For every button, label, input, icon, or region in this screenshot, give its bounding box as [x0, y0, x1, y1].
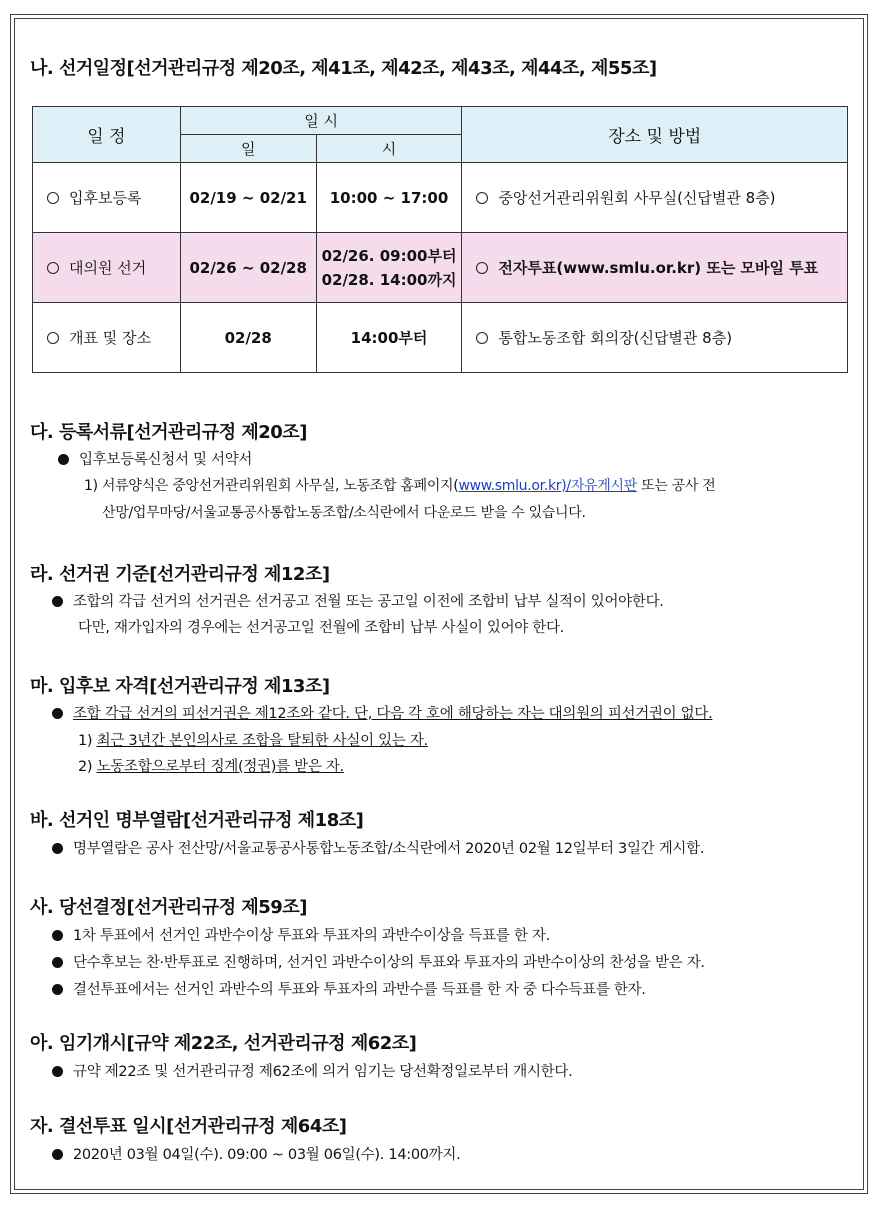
da-note-1-text: 1) 서류양식은 중앙선거관리위원회 사무실, 노동조합 홈페이지( [84, 478, 459, 494]
ma-note-2-text: 노동조합으로부터 징계(정권)를 받은 자. [96, 759, 344, 775]
schedule-table [32, 106, 848, 373]
table-row [33, 303, 848, 373]
row-place: 통합노동조합 회의장(신답별관 8층) [498, 329, 733, 347]
bullet-icon [52, 930, 63, 941]
header-place: 장소 및 방법 [462, 107, 848, 163]
row-date: 02/19 ~ 02/21 [180, 163, 316, 233]
bullet-icon [52, 843, 63, 854]
bullet-icon [52, 596, 63, 607]
row-date: 02/26 ~ 02/28 [180, 233, 316, 303]
row-date: 02/28 [180, 303, 316, 373]
section-sa-title: 사. 당선결정[선거관리규정 제59조] [30, 897, 307, 918]
ma-bullet-1 [52, 702, 712, 723]
ra-bullet-1 [52, 590, 664, 611]
row-time-end: 02/28. 14:00까지 [321, 270, 457, 289]
da-bullet-1-text: 입후보등록신청서 및 서약서 [79, 452, 253, 468]
a-bullet-1-text: 규약 제22조 및 선거관리규정 제62조에 의거 임기는 당선확정일로부터 개시한다. [73, 1064, 573, 1080]
sa-bullet-1 [52, 924, 550, 945]
ma-note-1-text: 최근 3년간 본인의사로 조합을 탈퇴한 사실이 있는 자. [96, 733, 428, 749]
ba-bullet-1-text: 명부열람은 공사 전산망/서울교통공사통합노동조합/소식란에서 2020년 02월 12일부터 3일간 게시함. [73, 841, 705, 857]
ma-note-2 [78, 755, 344, 776]
sa-bullet-2-text: 단수후보는 찬·반투표로 진행하며, 선거인 과반수이상의 투표와 투표자의 과반수이상의 찬성을 받은 자. [73, 955, 705, 971]
header-date: 일 [180, 135, 316, 163]
da-bullet-1 [58, 448, 252, 469]
ra-bullet-1-cont: 다만, 재가입자의 경우에는 선거공고일 전월에 조합비 납부 사실이 있어야 한다. [78, 620, 565, 636]
section-ma-title: 마. 입후보 자격[선거관리규정 제13조] [30, 676, 330, 697]
row-time: 10:00 ~ 17:00 [316, 163, 462, 233]
bullet-icon [52, 984, 63, 995]
section-da-title: 다. 등록서류[선거관리규정 제20조] [30, 422, 307, 443]
circle-icon [47, 332, 59, 344]
ma-note-1-number: 1) [78, 733, 93, 749]
bullet-icon [52, 708, 63, 719]
row-name: 개표 및 장소 [69, 329, 151, 347]
section-a-title: 아. 임기개시[규약 제22조, 선거관리규정 제62조] [30, 1033, 417, 1054]
row-name: 대의원 선거 [69, 259, 147, 277]
bullet-icon [52, 1149, 63, 1160]
sa-bullet-2 [52, 951, 705, 972]
ma-note-1 [78, 729, 428, 750]
ja-bullet-1-text: 2020년 03월 04일(수). 09:00 ~ 03월 06일(수). 14:00까지. [73, 1147, 461, 1163]
ja-bullet-1 [52, 1143, 460, 1164]
section-ja-title: 자. 결선투표 일시[선거관리규정 제64조] [30, 1116, 347, 1137]
ba-bullet-1 [52, 837, 704, 858]
sa-bullet-3 [52, 978, 646, 999]
table-row [33, 163, 848, 233]
circle-icon [476, 192, 488, 204]
header-schedule: 일 정 [33, 107, 181, 163]
section-ba-title: 바. 선거인 명부열람[선거관리규정 제18조] [30, 810, 364, 831]
bullet-icon [58, 454, 69, 465]
ma-note-2-number: 2) [78, 759, 93, 775]
da-note-1-cont: 산망/업무마당/서울교통공사통합노동조합/소식란에서 다운로드 받을 수 있습니다. [102, 505, 586, 521]
ra-bullet-1-text: 조합의 각급 선거의 선거권은 선거공고 전월 또는 공고일 이전에 조합비 납부 실적이 있어야한다. [73, 594, 664, 610]
section-na-title: 나. 선거일정[선거관리규정 제20조, 제41조, 제42조, 제43조, 제44조, 제55조] [30, 58, 657, 79]
sa-bullet-1-text: 1차 투표에서 선거인 과반수이상 투표와 투표자의 과반수이상을 득표를 한 자. [73, 928, 550, 944]
row-place: 중앙선거관리위원회 사무실(신답별관 8층) [498, 189, 776, 207]
circle-icon [47, 192, 59, 204]
circle-icon [476, 262, 488, 274]
da-note-1 [84, 475, 716, 495]
a-bullet-1 [52, 1060, 572, 1081]
circle-icon [47, 262, 59, 274]
table-row [33, 233, 848, 303]
row-name: 입후보등록 [69, 189, 142, 207]
header-datetime: 일 시 [180, 107, 462, 135]
row-time-start: 02/26. 09:00부터 [321, 246, 457, 265]
bullet-icon [52, 957, 63, 968]
row-time: 14:00부터 [316, 303, 462, 373]
section-ra-title: 라. 선거권 기준[선거관리규정 제12조] [30, 564, 330, 585]
da-note-1-suffix: 또는 공사 전 [636, 478, 716, 494]
sa-bullet-3-text: 결선투표에서는 선거인 과반수의 투표와 투표자의 과반수를 득표를 한 자 중 다수득표를 한자. [73, 982, 646, 998]
ma-bullet-1-text: 조합 각급 선거의 피선거권은 제12조와 같다. 단, 다음 각 호에 해당하는 자는 대의원의 피선거권이 없다. [73, 706, 713, 722]
bullet-icon [52, 1066, 63, 1077]
row-place: 전자투표(www.smlu.or.kr) 또는 모바일 투표 [498, 259, 819, 277]
header-time: 시 [316, 135, 462, 163]
board-link[interactable]: www.smlu.or.kr)/자유게시판 [458, 478, 637, 494]
circle-icon [476, 332, 488, 344]
